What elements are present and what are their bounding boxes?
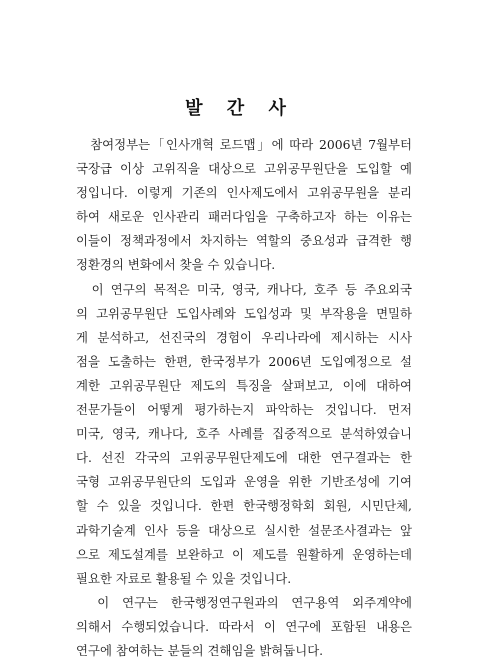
paragraph-line: 하여 새로운 인사관리 패러다임을 구축하고자 하는 이유는 (76, 209, 412, 225)
paragraph-line: 미국, 영국, 캐나다, 호주 사례를 집중적으로 분석하였습니 (76, 426, 412, 442)
paragraph-line: 의해서 수행되었습니다. 따라서 이 연구에 포함된 내용은 (76, 618, 412, 634)
paragraph-line: 할 수 있을 것입니다. 한편 한국행정학회 회원, 시민단체, (76, 498, 412, 514)
paragraph-line: 정환경의 변화에서 찾을 수 있습니다. (76, 257, 276, 273)
paragraph-line: 이 연구는 한국행정연구원과의 연구용역 외주계약에 (76, 594, 412, 610)
page-title: 발 간 사 (185, 98, 295, 119)
paragraph-line: 점을 도출하는 한편, 한국정부가 2006년 도입예정으로 설 (76, 353, 412, 369)
paragraph-line: 전문가들이 어떻게 평가하는지 파악하는 것입니다. 먼저 (76, 402, 412, 418)
paragraph-line: 정입니다. 이렇게 기존의 인사제도에서 고위공무원을 분리 (76, 185, 412, 201)
preface-body (76, 133, 412, 663)
paragraph-line: 국장급 이상 고위직을 대상으로 고위공무원단을 도입할 예 (76, 161, 412, 177)
paragraph-line: 이들이 정책과정에서 차지하는 역할의 중요성과 급격한 행 (76, 233, 412, 249)
paragraph-line: 의 고위공무원단 도입사례와 도입성과 및 부작용을 면밀하 (76, 305, 412, 321)
paragraph-line: 연구에 참여하는 분들의 견해임을 밝혀둡니다. (76, 642, 324, 658)
paragraph-line: 이 연구의 목적은 미국, 영국, 캐나다, 호주 등 주요외국 (76, 281, 412, 297)
paragraph-line: 게 분석하고, 선진국의 경험이 우리나라에 제시하는 시사 (76, 329, 412, 345)
paragraph-line: 필요한 자료로 활용될 수 있을 것입니다. (76, 570, 292, 586)
paragraph-line: 계한 고위공무원단 제도의 특징을 살펴보고, 이에 대하여 (76, 377, 412, 393)
paragraph-line: 참여정부는「인사개혁 로드맵」에 따라 2006년 7월부터 (76, 137, 412, 152)
paragraph-line: 으로 제도설계를 보완하고 이 제도를 원활하게 운영하는데 (76, 546, 412, 562)
paragraph-line: 국형 고위공무원단의 도입과 운영을 위한 기반조성에 기여 (76, 474, 412, 490)
paragraph-line: 과학기술계 인사 등을 대상으로 실시한 설문조사결과는 앞 (76, 522, 412, 538)
paragraph-line: 다. 선진 각국의 고위공무원단제도에 대한 연구결과는 한 (76, 450, 412, 466)
